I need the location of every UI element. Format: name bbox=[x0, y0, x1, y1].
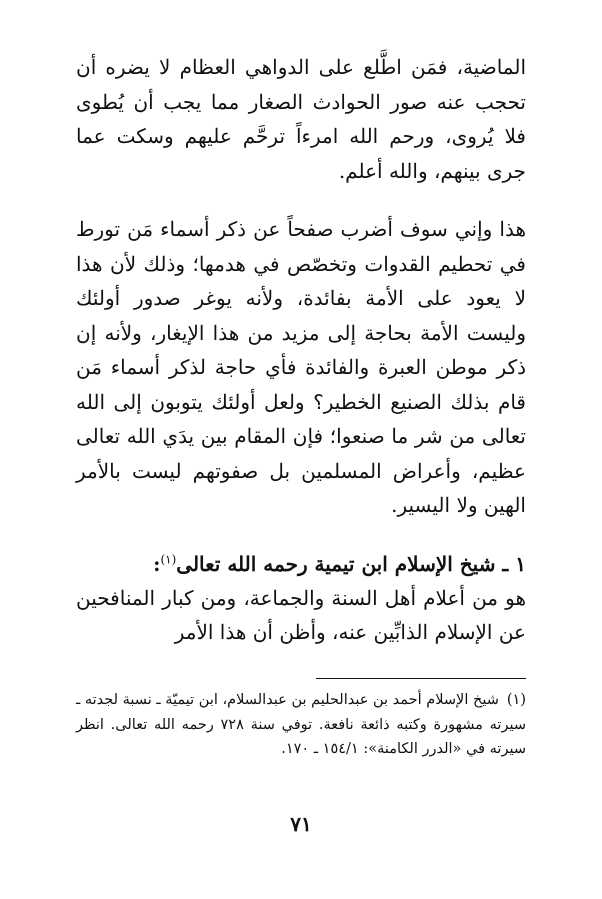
section-body: هو من أعلام أهل السنة والجماعة، ومن كبار المنافحين عن الإسلام الذابِّين عنه، وأظن أن هذا الأمر bbox=[76, 585, 526, 644]
paragraph-continuation: الماضية، فمَن اطَّلع على الدواهي العظام لا يضره أن تحجب عنه صور الحوادث الصغار مما يجب أن يُطوى فلا يُروى، ورحم الله امرءاً ترحَّم عليهم وسكت عما جرى بينهم، والله أعلم. bbox=[76, 55, 526, 183]
footnote-number: (١) bbox=[506, 692, 526, 708]
page-number: ٧١ bbox=[290, 812, 312, 836]
page-body bbox=[76, 50, 526, 650]
paragraph-names-omission: هذا وإني سوف أضرب صفحاً عن ذكر أسماء مَن تورط في تحطيم القدوات وتخصّص في هدمها؛ وذلك لأن هذا لا يعود على الأمة بفائدة، ولأنه يوغر صدور أولئك وليست الأمة بحاجة إلى مزيد من هذا الإيغار، ولأنه إن ذكر موطن العبرة والفائدة فأي حاجة لذكر أسماء مَن قام بذلك الصنيع الخطير؟ ولعل أولئك يتوبون إلى الله تعالى من شر ما صنعوا؛ فإن المقام بين يدَي الله تعالى عظيم، وأعراض المسلمين بل صفوتهم ليست بالأمر الهين ولا اليسير. bbox=[76, 217, 526, 517]
footnote-separator bbox=[316, 678, 526, 679]
footnote bbox=[76, 688, 526, 762]
footnote-reference[interactable]: (١) bbox=[160, 551, 177, 566]
section-heading bbox=[76, 547, 526, 581]
section-heading-text: ١ ـ شيخ الإسلام ابن تيمية رحمه الله تعالى bbox=[176, 551, 526, 576]
footnote-text: شيخ الإسلام أحمد بن عبدالحليم بن عبدالسلام، ابن تيميّة ـ نسبة لجدته ـ سيرته مشهورة وكتبه ذائعة نافعة. توفي سنة ٧٢٨ رحمه الله تعالى. انظر سيرته في «الدرر الكامنة»: ١٥٤/١ ـ ١٧٠. bbox=[75, 692, 526, 757]
section-heading-colon: : bbox=[153, 551, 161, 576]
